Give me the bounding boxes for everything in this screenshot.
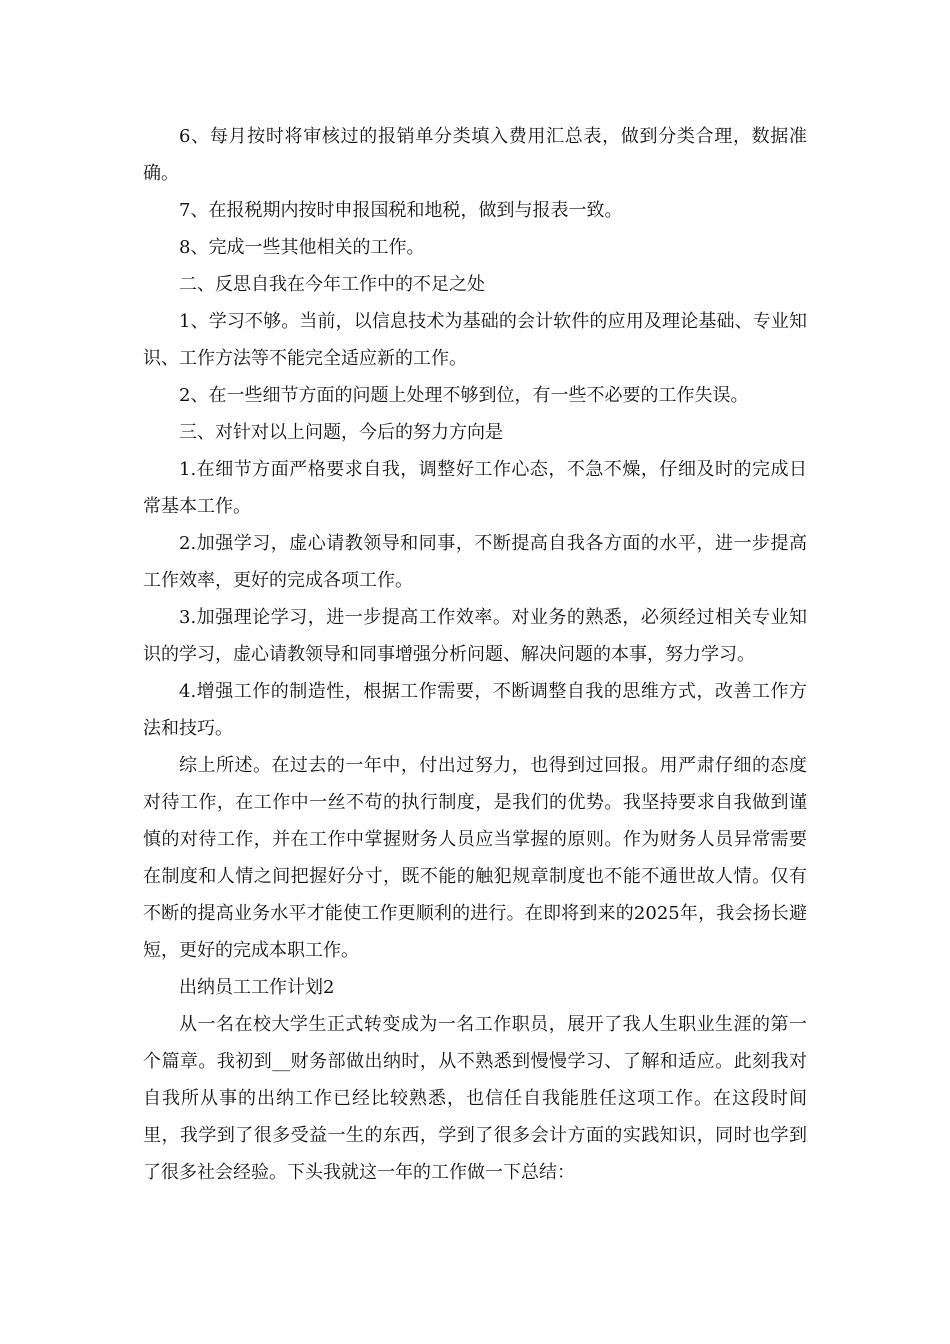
paragraph: 8、完成一些其他相关的工作。	[179, 237, 425, 258]
paragraph: 从一名在校大学生正式转变成为一名工作职员，展开了我人生职业生涯的第一个篇章。我初到__财务部做出纳时，从不熟悉到慢慢学习、了解和适应。此刻我对自我所从事的出纳工作已经比较熟悉，也信任自我能胜任这项工作。在这段时间里，我学到了很多受益一生的东西，学到了很多会计方面的实践知识，同时也学到了很多社会经验。下头我就这一年的工作做一下总结：	[143, 1014, 807, 1183]
paragraph: 1、学习不够。当前，以信息技术为基础的会计软件的应用及理论基础、专业知识、工作方法等不能完全适应新的工作。	[143, 311, 807, 369]
paragraph: 综上所述。在过去的一年中，付出过努力，也得到过回报。用严肃仔细的态度对待工作，在工作中一丝不苟的执行制度，是我们的优势。我坚持要求自我做到谨慎的对待工作，并在工作中掌握财务人员应当掌握的原则。作为财务人员异常需要在制度和人情之间把握好分寸，既不能的触犯规章制度也不能不通世故人情。仅有不断的提高业务水平才能使工作更顺利的进行。在即将到来的2025年，我会扬长避短，更好的完成本职工作。	[143, 755, 807, 961]
paragraph: 7、在报税期内按时申报国税和地税，做到与报表一致。	[179, 200, 623, 221]
paragraph: 2、在一些细节方面的问题上处理不够到位，有一些不必要的工作失误。	[179, 385, 749, 406]
paragraph: 3.加强理论学习，进一步提高工作效率。对业务的熟悉，必须经过相关专业知识的学习，虚心请教领导和同事增强分析问题、解决问题的本事，努力学习。	[143, 607, 807, 665]
paragraph: 2.加强学习，虚心请教领导和同事，不断提高自我各方面的水平，进一步提高工作效率，更好的完成各项工作。	[143, 533, 807, 591]
section-title: 出纳员工工作计划2	[179, 977, 335, 998]
paragraph: 6、每月按时将审核过的报销单分类填入费用汇总表，做到分类合理，数据准确。	[143, 126, 807, 184]
document-body	[143, 118, 807, 1191]
paragraph: 4.增强工作的制造性，根据工作需要，不断调整自我的思维方式，改善工作方法和技巧。	[143, 681, 807, 739]
paragraph: 1.在细节方面严格要求自我，调整好工作心态，不急不燥，仔细及时的完成日常基本工作。	[143, 459, 807, 517]
section-heading: 三、对针对以上问题，今后的努力方向是	[179, 422, 503, 443]
section-heading: 二、反思自我在今年工作中的不足之处	[179, 274, 485, 295]
